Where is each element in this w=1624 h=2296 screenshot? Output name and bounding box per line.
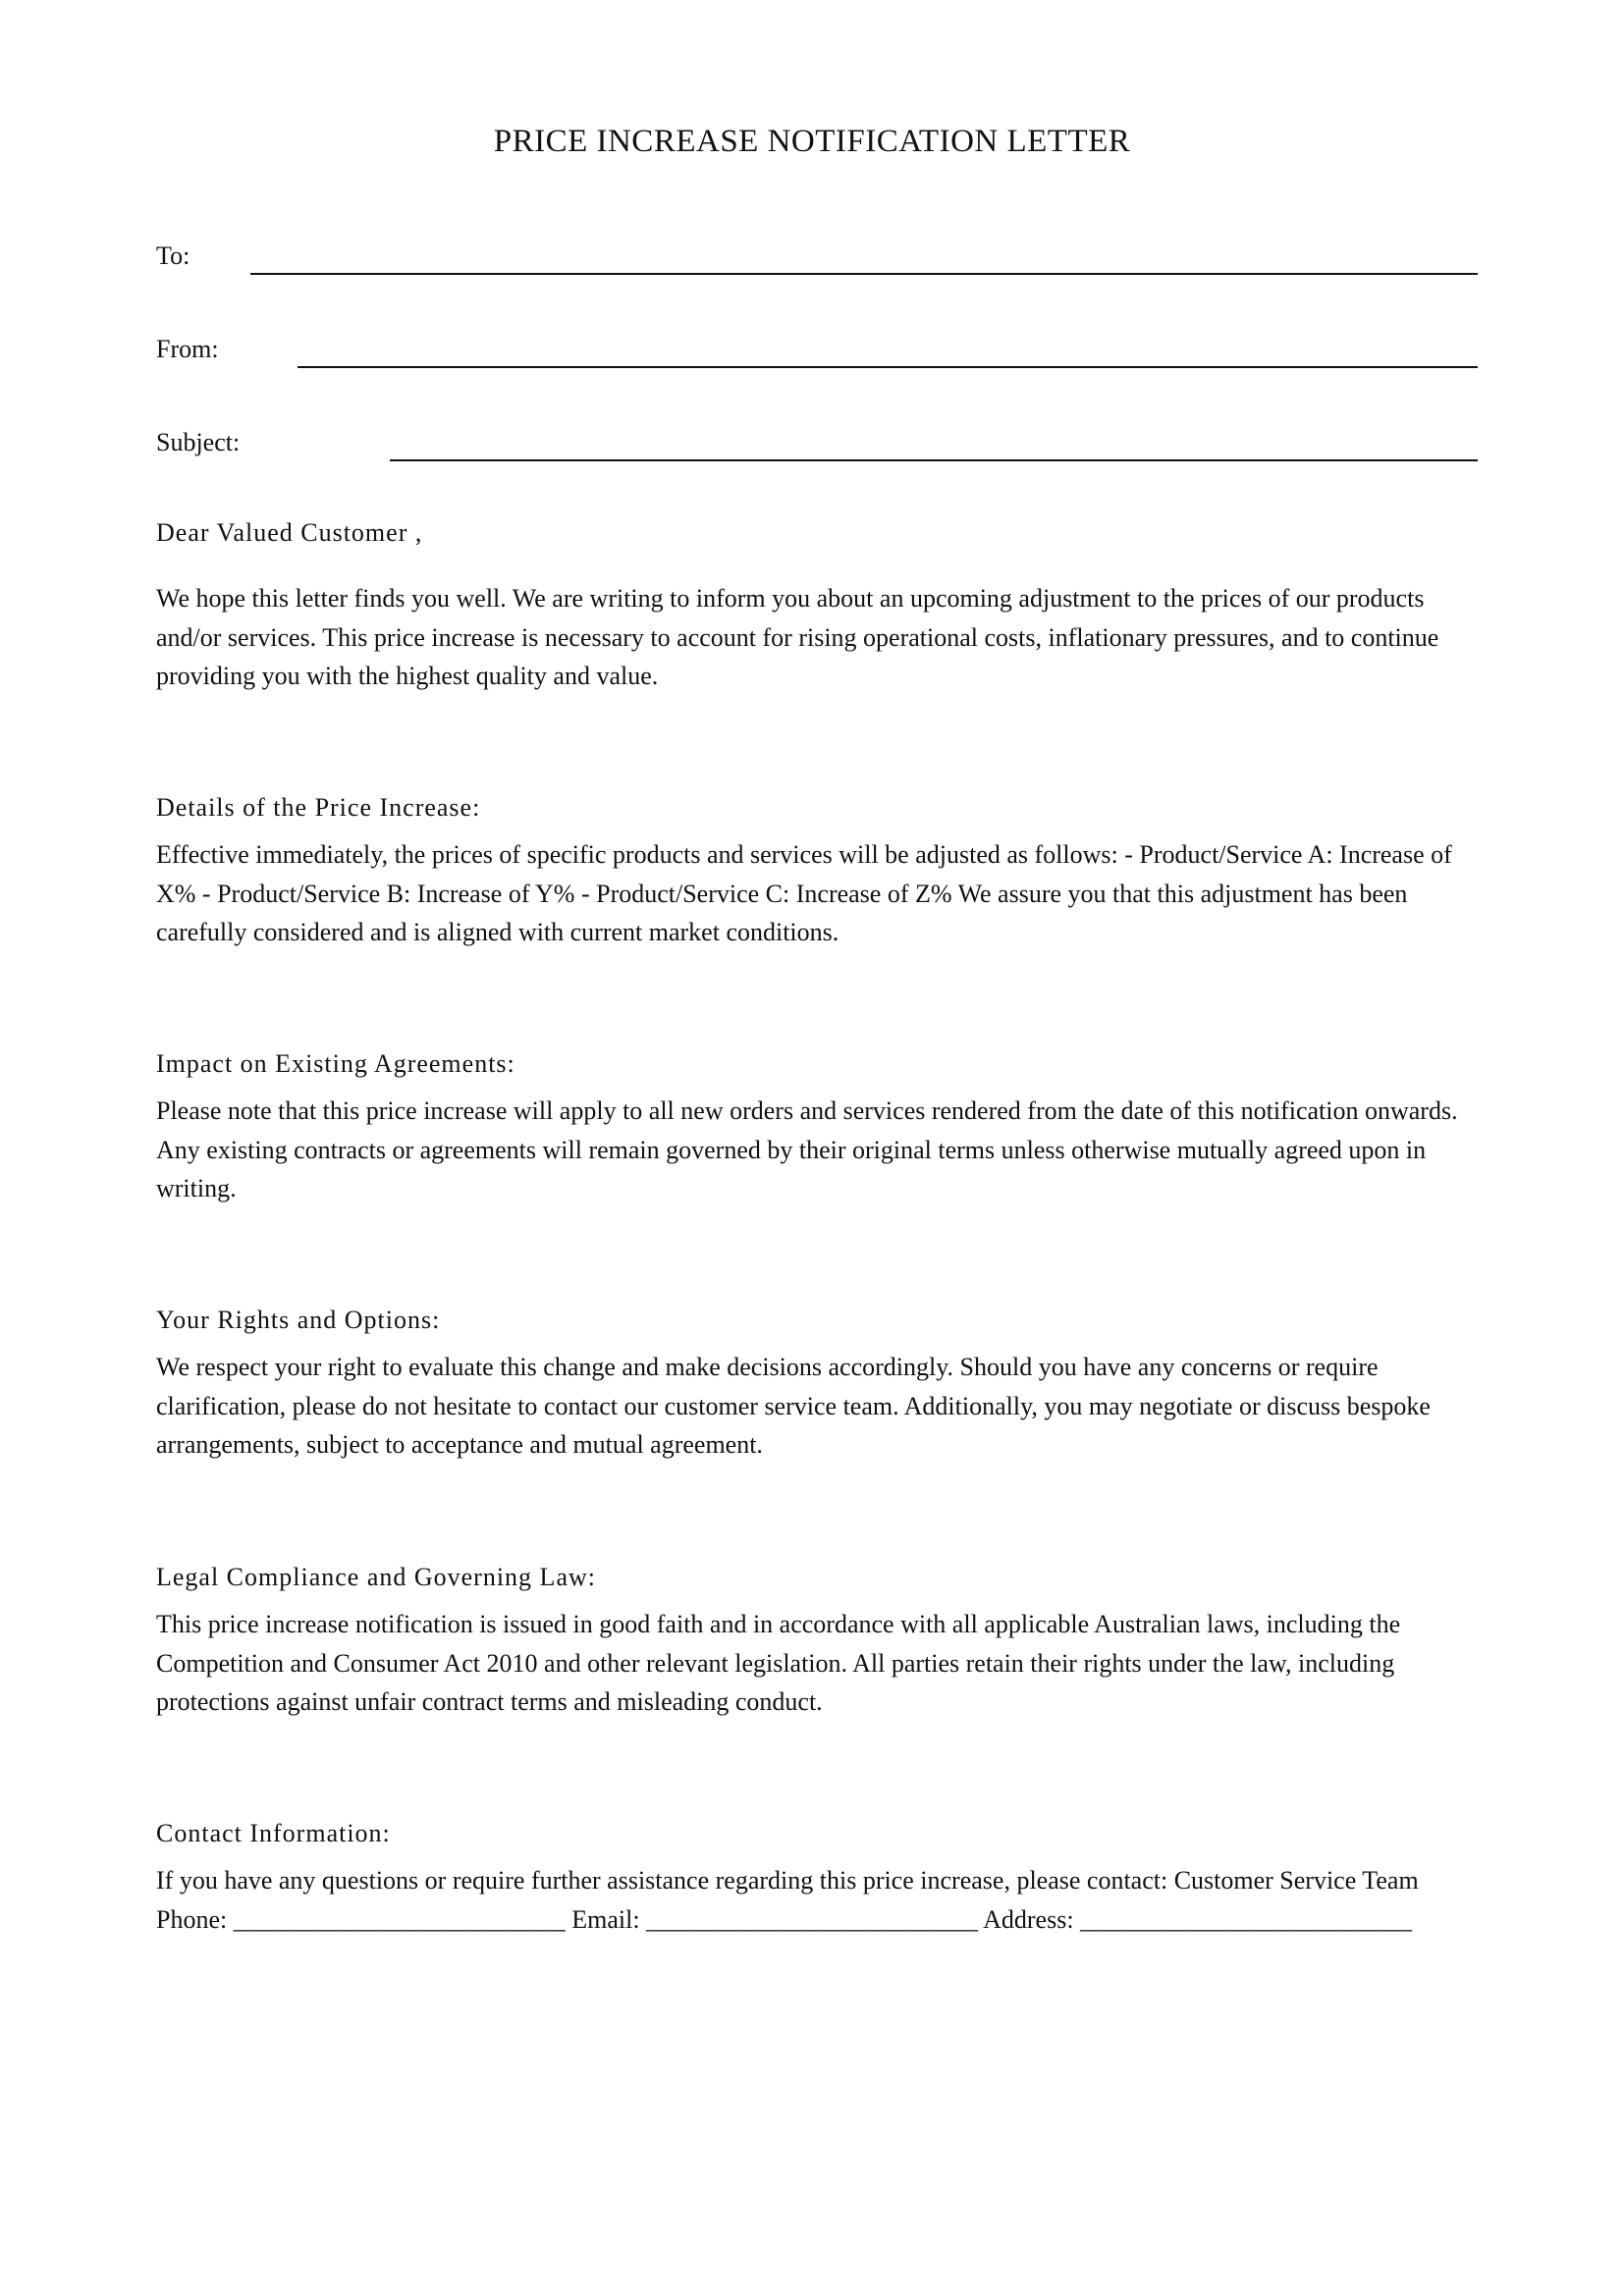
section-heading-details: Details of the Price Increase: — [156, 793, 481, 822]
from-label: From: — [156, 335, 219, 363]
section-body-contact: If you have any questions or require further assistance regarding this price increase, please contact: Customer Service Team Phone: __________________________ Email: __________________________ Address: __________________________ — [156, 1866, 1419, 1934]
section-heading-rights: Your Rights and Options: — [156, 1306, 441, 1334]
from-blank-line[interactable] — [298, 366, 1478, 368]
intro-paragraph: We hope this letter finds you well. We are writing to inform you about an upcoming adjustment to the prices of our products and/or services. This price increase is necessary to account for rising operational costs, inflationary pressures, and to continue providing you with the highest quality and value. — [156, 584, 1439, 690]
section-heading-contact: Contact Information: — [156, 1819, 391, 1847]
to-label: To: — [156, 241, 190, 270]
section-body-rights: We respect your right to evaluate this change and make decisions accordingly. Should you have any concerns or require clarification, please do not hesitate to contact our customer service team. Additionally, you may negotiate or discuss bespoke arrangements, subject to acceptance and mutual agreement. — [156, 1353, 1431, 1459]
subject-field — [156, 422, 1478, 461]
page-title: PRICE INCREASE NOTIFICATION LETTER — [493, 124, 1131, 159]
subject-blank-line[interactable] — [390, 459, 1478, 461]
section-body-impact: Please note that this price increase will apply to all new orders and services rendered from the date of this notification onwards. Any existing contracts or agreements will remain governed by their original terms unless otherwise mutually agreed upon in writing. — [156, 1096, 1458, 1202]
greeting: Dear Valued Customer , — [156, 518, 423, 547]
section-body-details: Effective immediately, the prices of specific products and services will be adjusted as follows: - Product/Service A: Increase of X% - Product/Service B: Increase of Y% - Product/Service C: Increase of Z% We assure you that this adjustment has been carefully considered and is aligned with current market conditions. — [156, 840, 1452, 946]
to-blank-line[interactable] — [250, 273, 1478, 275]
section-heading-legal: Legal Compliance and Governing Law: — [156, 1563, 596, 1591]
to-field — [156, 236, 1478, 275]
from-field — [156, 329, 1478, 368]
section-body-legal: This price increase notification is issued in good faith and in accordance with all applicable Australian laws, including the Competition and Consumer Act 2010 and other relevant legislation. All parties retain their rights under the law, including protections against unfair contract terms and misleading conduct. — [156, 1610, 1401, 1716]
subject-label: Subject: — [156, 428, 241, 456]
section-heading-impact: Impact on Existing Agreements: — [156, 1049, 515, 1078]
